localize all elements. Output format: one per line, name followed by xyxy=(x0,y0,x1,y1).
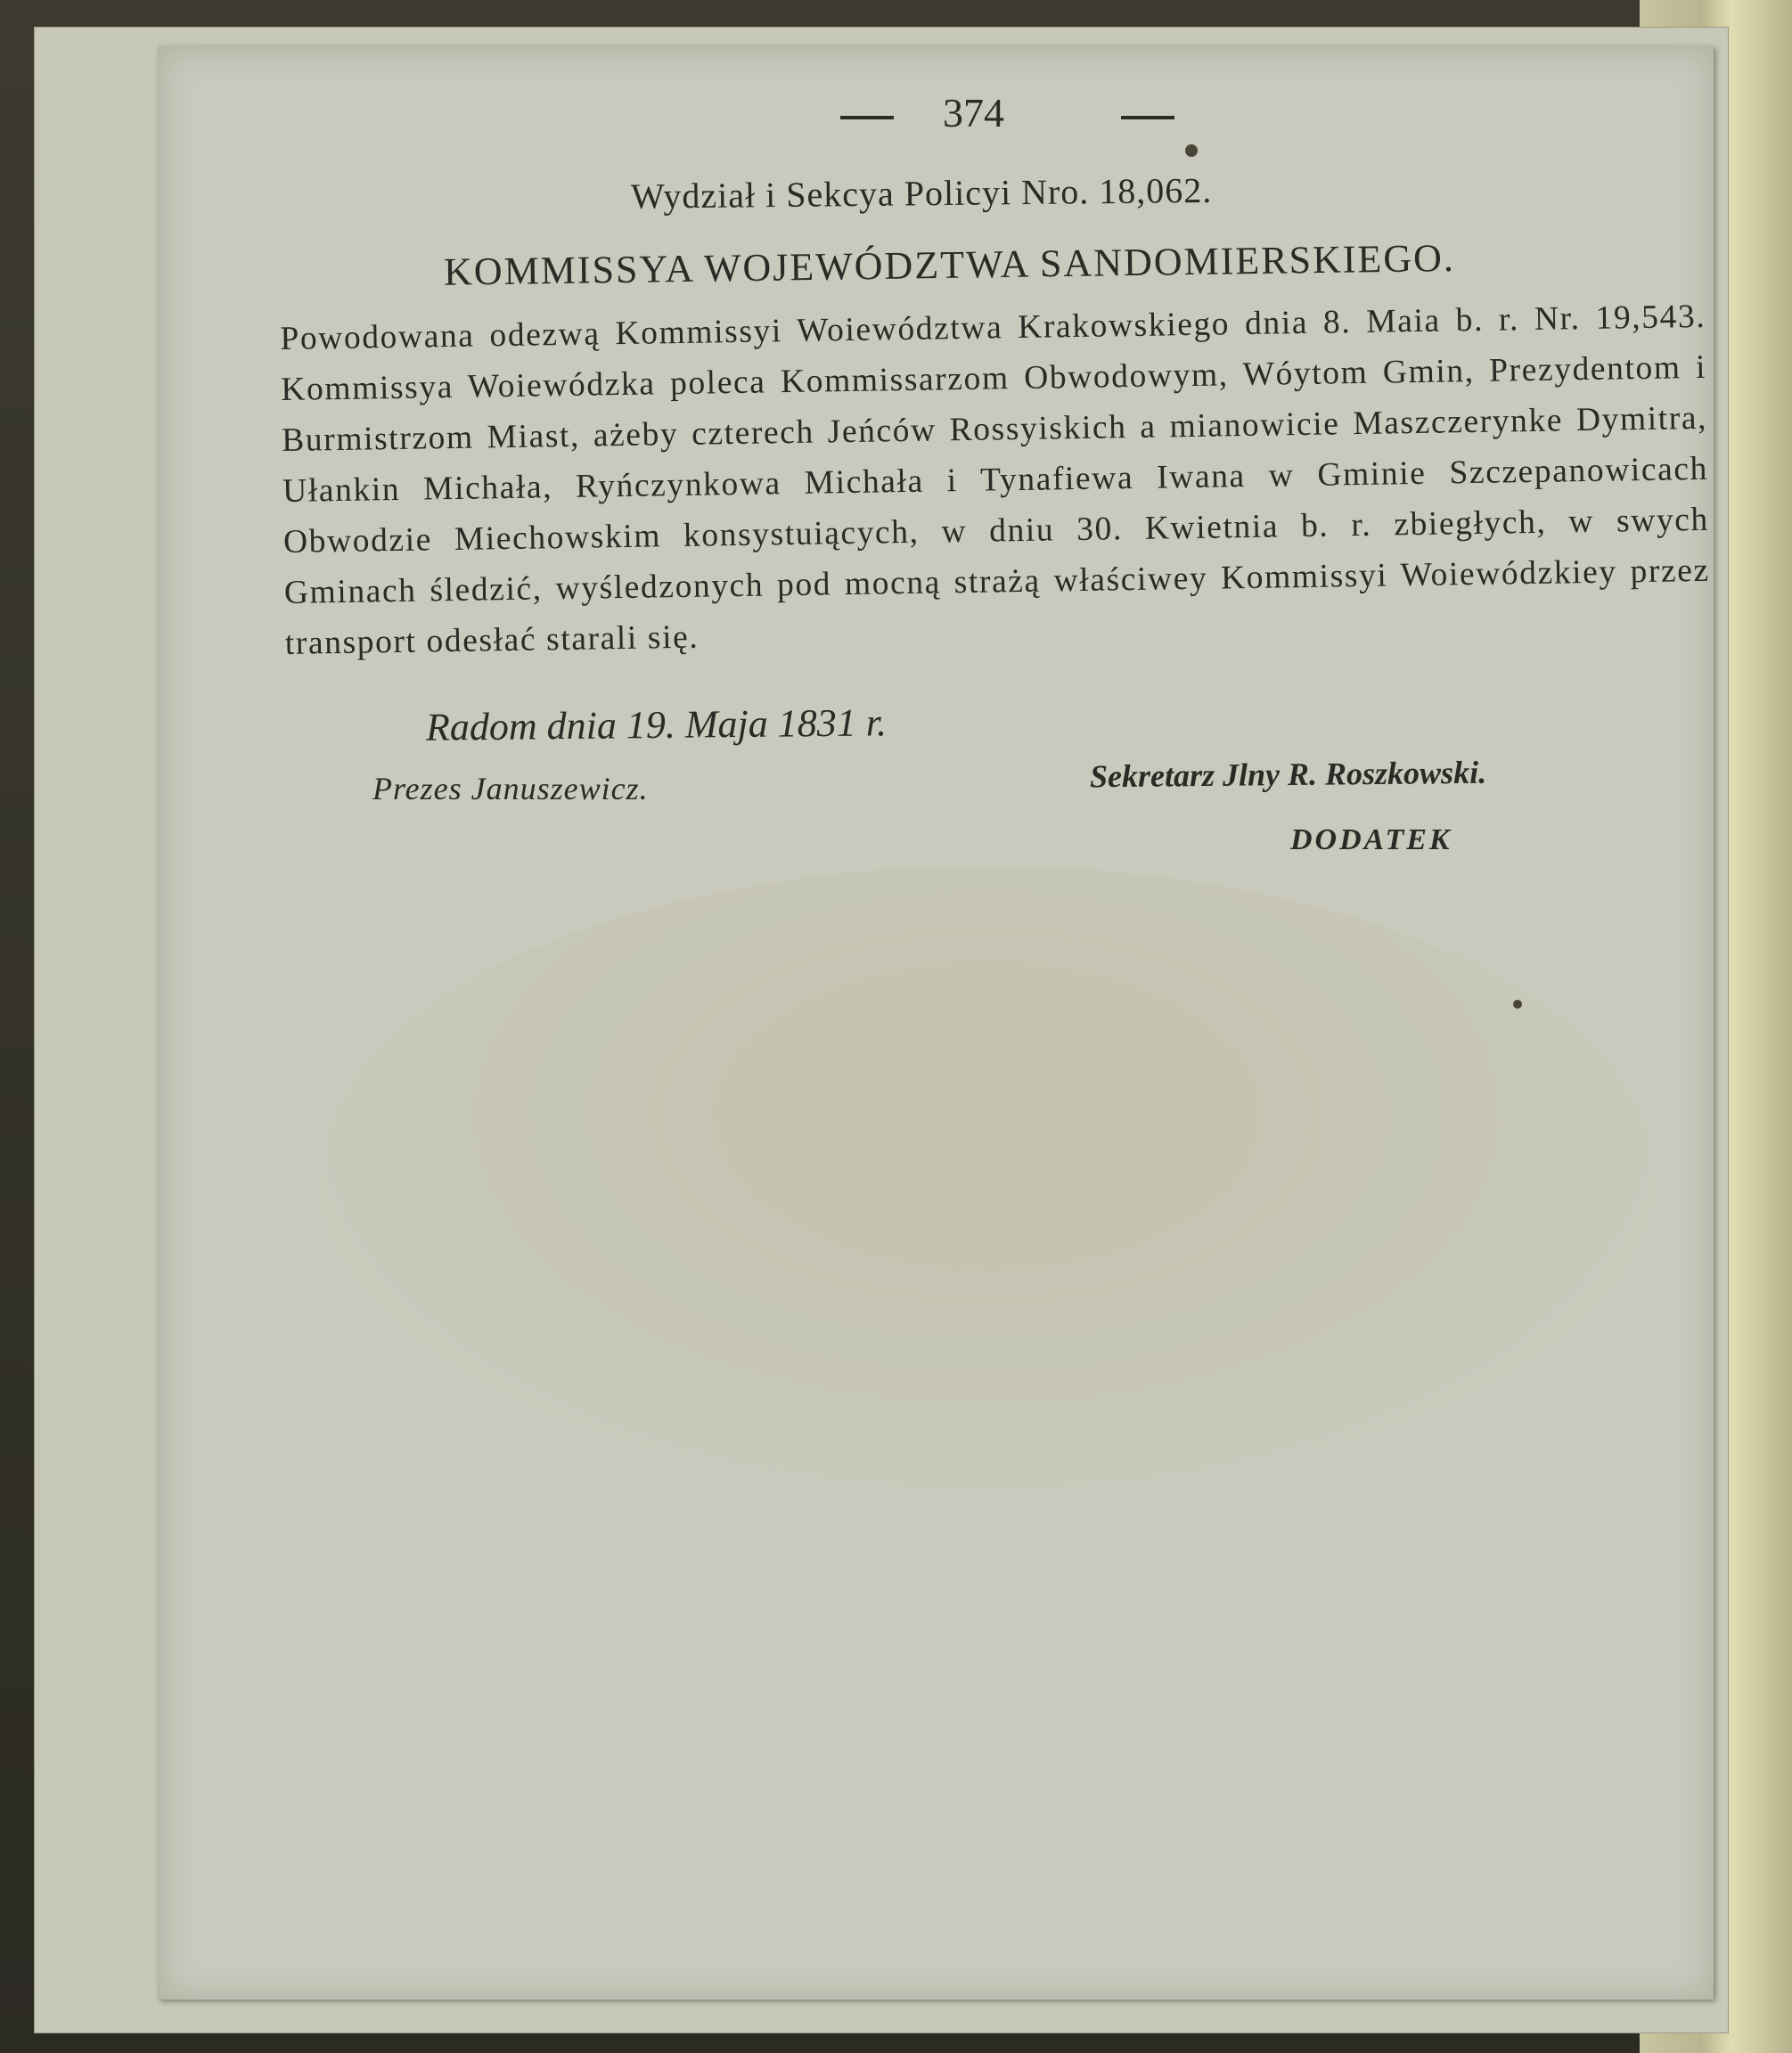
document-page xyxy=(159,46,1714,2000)
dateline: Radom dnia 19. Maja 1831 r. xyxy=(425,700,888,749)
page-number: 374 xyxy=(943,90,1004,135)
catchword: DODATEK xyxy=(1290,823,1452,856)
ink-speck xyxy=(1185,144,1198,157)
water-stain xyxy=(319,866,1656,1490)
page-number-dash-right xyxy=(1121,116,1174,119)
body-text: Powodowana odezwą Kommissyi Woiewództwa Krakowskiego dnia 8. Maia b. r. Nr. 19,543. Kommissya Woiewódzka poleca Kommissarzom Obwodowym, Wóytom Gmin, Prezydentom i Burmistrzom Miast, ażeby czterech Jeńców Rossyiskich a mianowicie Maszczerynke Dymitra, Ułankin Michała, Ryńczynkowa Michała i Tynafiewa Iwana w Gminie Szczepanowicach Obwodzie Miechowskim konsystuiących, w dniu 30. Kwietnia b. r. zbiegłych, w swych Gminach śledzić, wyśledzonych pod mocną strażą właściwey Kommissyi Woiewódzkiey przez transport odesłać starali się. xyxy=(280,298,1711,662)
secretary-signature: Sekretarz Jlny R. Roszkowski. xyxy=(1089,754,1487,795)
president-signature: Prezes Januszewicz. xyxy=(372,771,649,806)
document-title: KOMMISSYA WOJEWÓDZTWA SANDOMIERSKIEGO. xyxy=(443,235,1456,294)
department-line: Wydział i Sekcya Policyi Nro. 18,062. xyxy=(630,169,1213,217)
page-number-dash-left xyxy=(840,116,894,119)
ink-speck xyxy=(1513,1000,1522,1009)
